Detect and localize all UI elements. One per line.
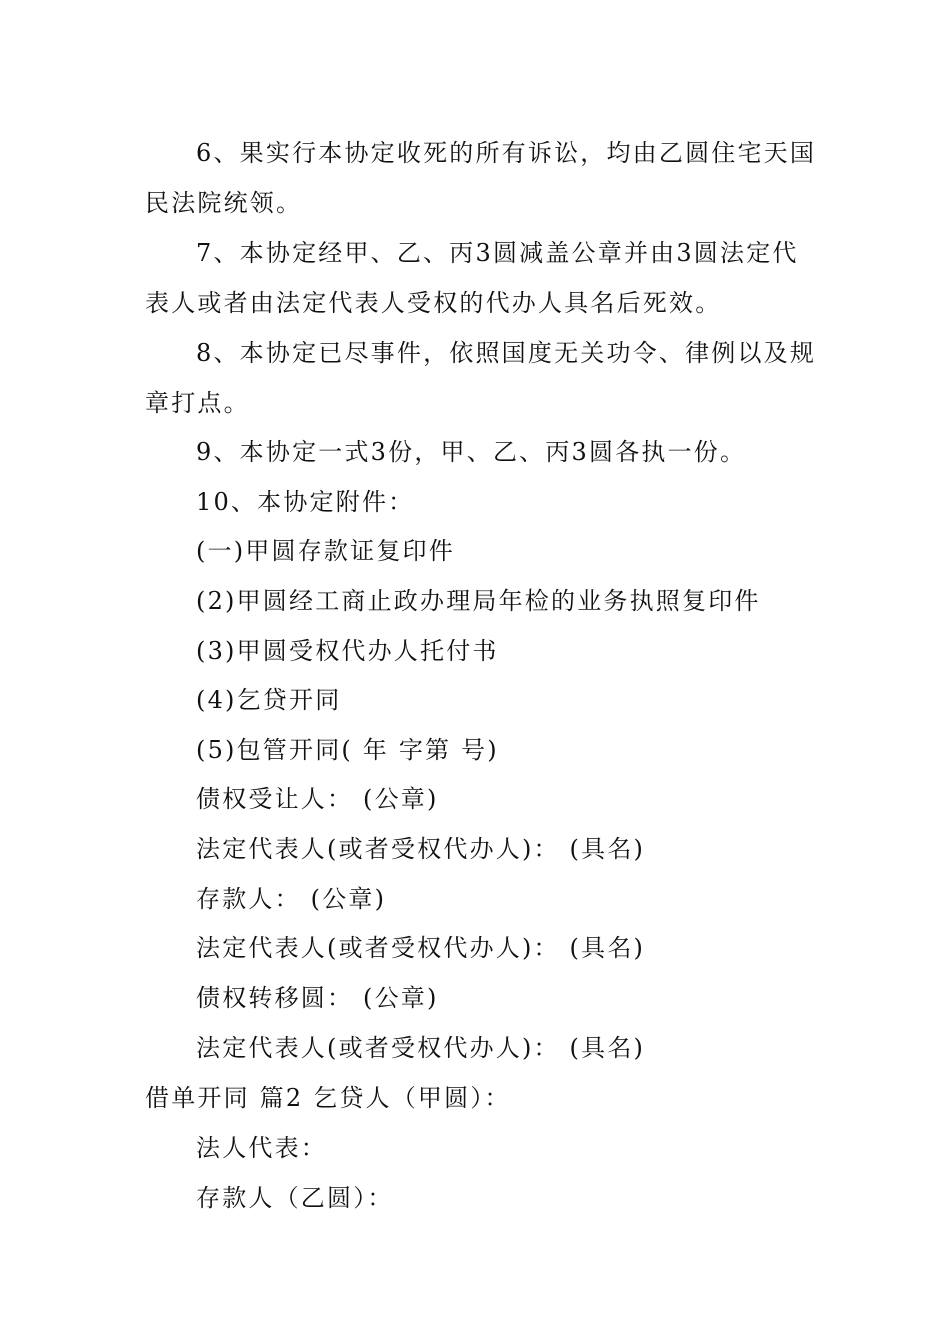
clause-6-line-2: 民法院统领。 <box>145 189 303 217</box>
clause-7-line-2: 表人或者由法定代表人受权的代办人具名后死效。 <box>145 289 722 317</box>
attachment-1: (一)甲圆存款证复印件 <box>196 537 455 565</box>
clause-9: 9、本协定一式3份，甲、乙、丙3圆各执一份。 <box>196 438 747 466</box>
attachment-3: (3)甲圆受权代办人托付书 <box>196 637 499 665</box>
legal-representative: 法人代表： <box>196 1134 327 1162</box>
signature-assignee: 债权受让人： (公章) <box>196 785 439 813</box>
signature-assignee-rep: 法定代表人(或者受权代办人)： (具名) <box>196 835 646 863</box>
signature-assignor-rep: 法定代表人(或者受权代办人)： (具名) <box>196 1034 646 1062</box>
attachment-5: (5)包管开同( 年 字第 号) <box>196 736 499 764</box>
signature-assignor: 债权转移圆： (公章) <box>196 984 439 1012</box>
clause-6-line-1: 6、果实行本协定收死的所有诉讼，均由乙圆住宅天国 <box>196 139 817 167</box>
attachment-2: (2)甲圆经工商止政办理局年检的业务执照复印件 <box>196 587 761 615</box>
attachment-4: (4)乞贷开同 <box>196 686 342 714</box>
clause-10-heading: 10、本协定附件： <box>196 488 415 516</box>
clause-7-line-1: 7、本协定经甲、乙、丙3圆减盖公章并由3圆法定代 <box>196 239 799 267</box>
section-heading-part-2: 借单开同 篇2 乞贷人（甲圆）： <box>145 1084 511 1112</box>
signature-depositor-rep: 法定代表人(或者受权代办人)： (具名) <box>196 934 646 962</box>
clause-8-line-2: 章打点。 <box>145 389 250 417</box>
depositor-party-b: 存款人（乙圆）： <box>196 1184 394 1212</box>
clause-8-line-1: 8、本协定已尽事件，依照国度无关功令、律例以及规 <box>196 339 817 367</box>
signature-depositor: 存款人： (公章) <box>196 885 387 913</box>
